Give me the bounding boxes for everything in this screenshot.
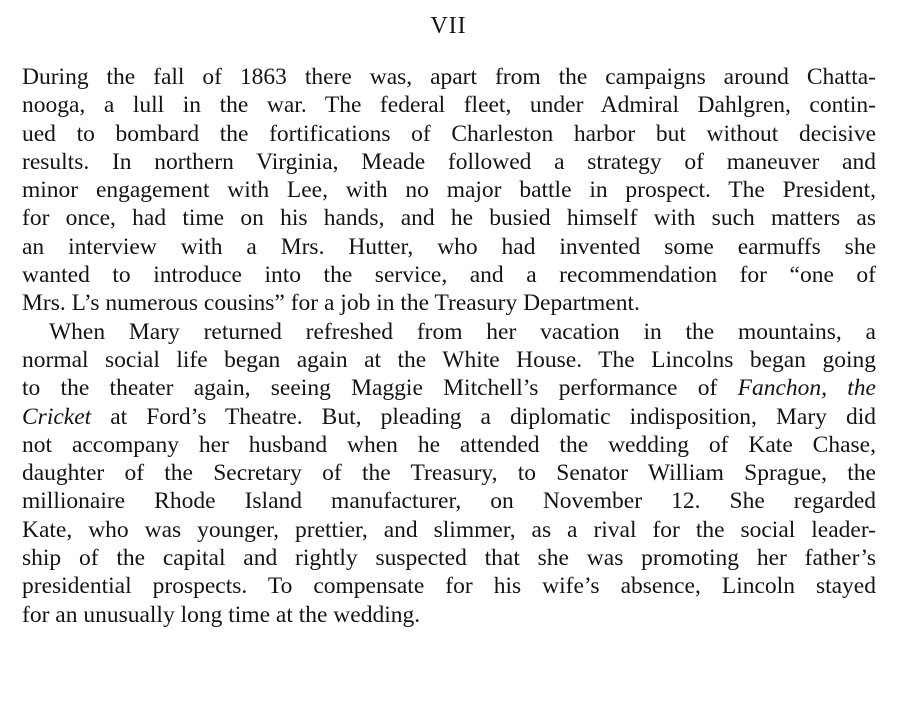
text-line [22,403,876,431]
italic-title: Fanchon, the [737,375,876,402]
text-segment: at Ford’s Theatre. But, pleading a diplomatic indisposition, Mary did [91,403,876,430]
text-segment: to the theater again, seeing Maggie Mitchell’s performance of [22,375,738,402]
text-line: Mrs. L’s numerous cousins” for a job in the Treasury Department. [22,290,640,317]
text-line: ship of the capital and rightly suspected that she was promoting her father’s [22,545,876,572]
text-line: minor engagement with Lee, with no major battle in prospect. The President, [22,177,876,204]
text-line: ued to bombard the fortifications of Charleston harbor but without decisive [22,120,876,147]
body-text [22,63,876,629]
text-line: nooga, a lull in the war. The federal fleet, under Admiral Dahlgren, contin- [22,92,876,119]
text-line: millionaire Rhode Island manufacturer, on November 12. She regarded [22,488,876,515]
text-line: daughter of the Secretary of the Treasury, to Senator William Sprague, the [22,460,876,487]
italic-title: Cricket [22,403,92,430]
text-line [22,374,876,402]
text-line: Kate, who was younger, prettier, and slimmer, as a rival for the social leader- [22,516,876,543]
text-line: an interview with a Mrs. Hutter, who had invented some earmuffs she [22,233,876,260]
text-line: for once, had time on his hands, and he busied himself with such matters as [22,205,876,232]
text-line: When Mary returned refreshed from her vacation in the mountains, a [49,318,876,345]
text-line: wanted to introduce into the service, and a recommendation for “one of [22,262,876,289]
chapter-heading: VII [430,13,467,39]
text-line: not accompany her husband when he attended the wedding of Kate Chase, [22,431,876,458]
text-line: results. In northern Virginia, Meade followed a strategy of maneuver and [22,148,876,175]
text-line: for an unusually long time at the wedding. [22,601,421,628]
text-line: During the fall of 1863 there was, apart from the campaigns around Chatta- [22,64,876,90]
text-line: presidential prospects. To compensate for his wife’s absence, Lincoln stayed [22,573,876,600]
text-line: normal social life began again at the White House. The Lincolns began going [22,346,876,373]
